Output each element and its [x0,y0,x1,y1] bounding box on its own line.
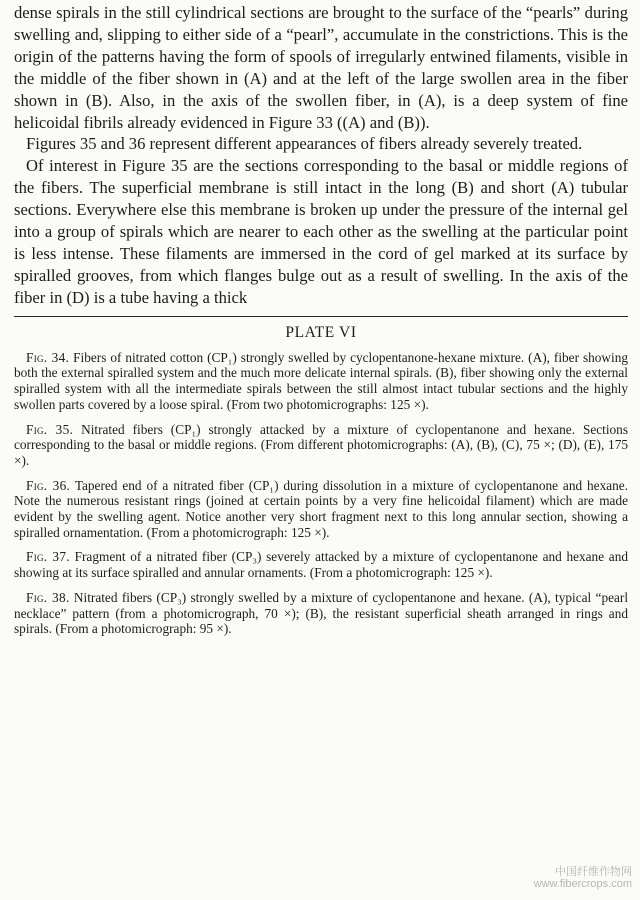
body-paragraph-3: Of interest in Figure 35 are the sections corresponding to the basal or middle regions of the fibers. The superficial membrane is still intact in the long (B) and short (A) tubular sections. Everywhere else this membrane is broken up under the pressure of the internal gel into a group of spirals which are nearer to each other as the swelling at the particular point is less intense. These filaments are immersed in the cord of gel marked at its surface by spiralled grooves, from which flanges bulge out as a result of swelling. In the axis of the fiber in (D) is a tube having a thick [14,156,628,307]
watermark-line-2: www.fibercrops.com [533,878,632,890]
caption-label: Fig. 35. [26,421,74,437]
body-paragraph-2: Figures 35 and 36 represent different appearances of fibers already severely treated. [26,134,583,154]
site-watermark [534,866,632,890]
caption-text: Nitrated fibers (CP₁) strongly attacked by a mixture of cyclopentanone and hexane. Sections corresponding to the basal or middle regions. (From different photomicrographs: (A), (B), (C), 75 ×; (D), (E), 175 ×). [14,421,629,468]
caption-fig-36 [14,478,628,541]
caption-label: Fig. 34. [26,349,70,365]
caption-text: Fibers of nitrated cotton (CP₁) strongly swelled by cyclopentanone-hexane mixture. (A), fiber showing both the external spiralled system and the much more delicate internal spirals. (B), fiber showing only the external spiralled system with all the intermediate spirals between the still almost intact tubular sections and the highly swollen parts covered by a loose spiral. (From two photomicrographs: 125 ×). [14,349,629,412]
figure-captions [14,350,628,637]
caption-text: Nitrated fibers (CP₃) strongly swelled by a mixture of cyclopentanone and hexane. (A), typical “pearl necklace” pattern (from a photomicrograph, 70 ×); (B), the resistant superficial sheath arranged in rings and spirals. (From a photomicrograph: 95 ×). [14,589,629,637]
caption-label: Fig. 37. [26,549,70,565]
caption-text: Fragment of a nitrated fiber (CP₃) severely attacked by a mixture of cyclopentanone and hexane and showing at its surface spiralled and annular ornaments. (From a photomicrograph: 125 ×). [14,549,628,581]
body-paragraph-1: dense spirals in the still cylindrical sections are brought to the surface of the “pearls” during swelling and, slipping to either side of a “pearl”, accumulate in the constrictions. This is the origin of the patterns having the form of spools of irregularly entwined filaments, visible in the middle of the fiber shown in (A) and at the left of the large swollen area in the fiber shown in (B). Also, in the axis of the swollen fiber, in (A), is a deep system of fine helicoidal fibrils already evidenced in Figure 33 ((A) and (B)). [14,3,628,132]
caption-label: Fig. 38. [26,589,70,605]
watermark-line-1: 中国纤维作物网 [555,866,632,878]
caption-text: Tapered end of a nitrated fiber (CP₁) during dissolution in a mixture of cyclopentanone and hexane. Note the numerous resistant rings (joined at certain points by a very fine helicoidal filament) which are made evident by the swelling agent. Notice another very short fragment next to this long annular section, showing a spiralled ornamentation. (From a photomicrograph: 125 ×). [14,477,628,540]
caption-fig-38 [14,590,628,637]
body-text [14,2,628,309]
plate-title: PLATE VI [285,323,357,341]
caption-fig-37 [14,549,628,580]
caption-fig-34 [14,350,628,413]
caption-label: Fig. 36. [26,477,71,493]
section-divider [14,316,628,317]
caption-fig-35 [14,422,628,469]
